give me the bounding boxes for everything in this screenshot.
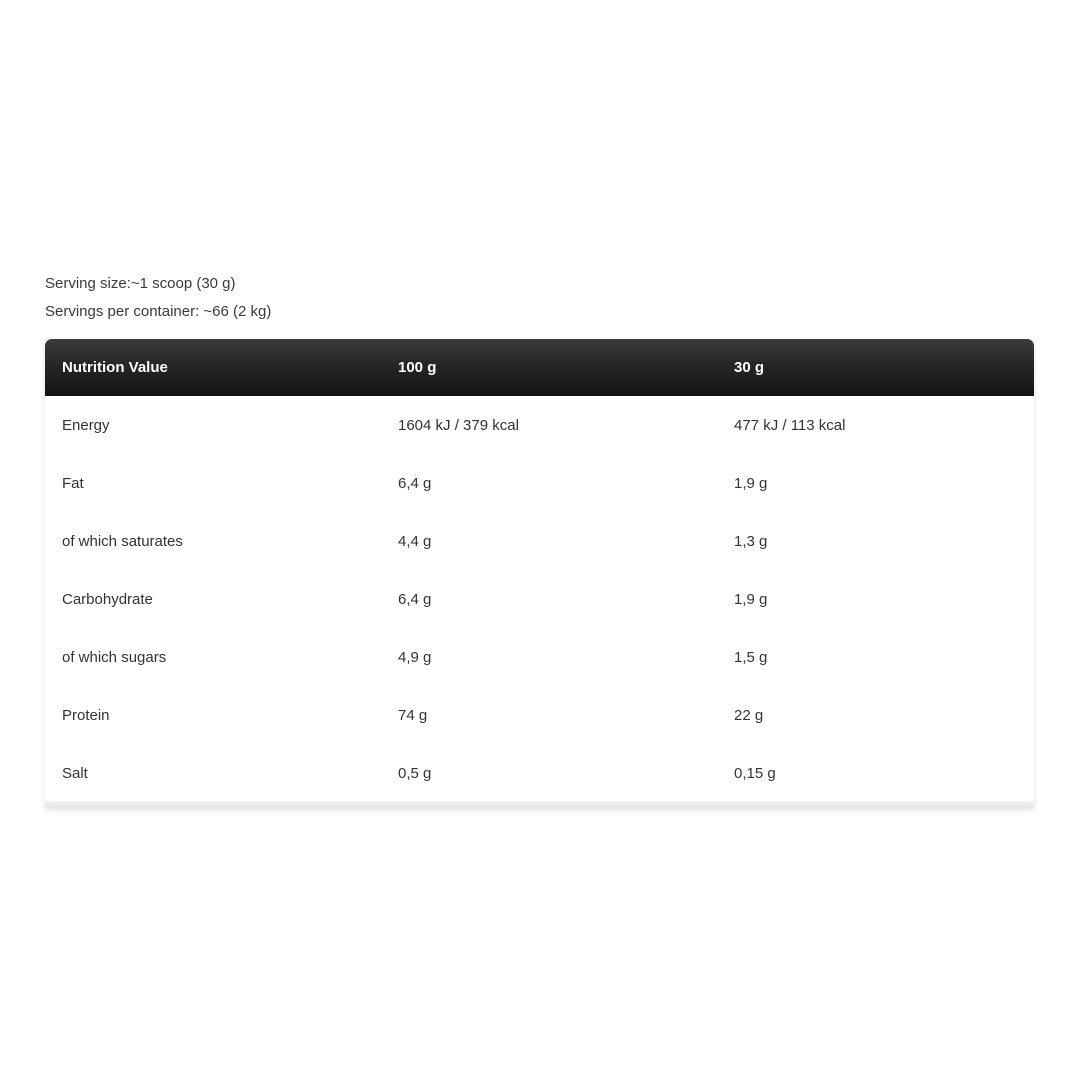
table-row (45, 570, 1034, 628)
nutrition-table (45, 339, 1034, 807)
table-row (45, 396, 1034, 454)
table-header (45, 339, 1034, 396)
row-label: Protein (62, 706, 110, 724)
row-value-100g: 74 g (398, 706, 428, 724)
servings-per-container: Servings per container: ~66 (2 kg) (45, 303, 272, 320)
table-row (45, 686, 1034, 744)
header-nutrition-value: Nutrition Value (62, 359, 168, 376)
table-row (45, 512, 1034, 570)
table-footer-bar (45, 801, 1034, 807)
row-value-30g: 22 g (734, 706, 764, 724)
row-value-30g: 1,9 g (734, 474, 768, 492)
table-row (45, 744, 1034, 802)
row-value-100g: 6,4 g (398, 474, 432, 492)
row-label: Carbohydrate (62, 590, 153, 608)
row-value-30g: 1,9 g (734, 590, 768, 608)
row-value-30g: 1,3 g (734, 532, 768, 550)
row-label: Fat (62, 474, 84, 492)
header-per-30g: 30 g (734, 359, 765, 376)
row-value-100g: 6,4 g (398, 590, 432, 608)
row-label: of which saturates (62, 532, 183, 550)
row-value-100g: 4,9 g (398, 648, 432, 666)
serving-size: Serving size:~1 scoop (30 g) (45, 275, 236, 292)
row-label: Salt (62, 764, 88, 782)
row-value-100g: 0,5 g (398, 764, 432, 782)
row-label: of which sugars (62, 648, 167, 666)
row-label: Energy (62, 416, 110, 434)
row-value-100g: 4,4 g (398, 532, 432, 550)
table-row (45, 628, 1034, 686)
row-value-30g: 1,5 g (734, 648, 768, 666)
header-per-100g: 100 g (398, 359, 437, 376)
table-row (45, 454, 1034, 512)
row-value-30g: 477 kJ / 113 kcal (734, 416, 846, 434)
row-value-30g: 0,15 g (734, 764, 776, 782)
row-value-100g: 1604 kJ / 379 kcal (398, 416, 519, 434)
